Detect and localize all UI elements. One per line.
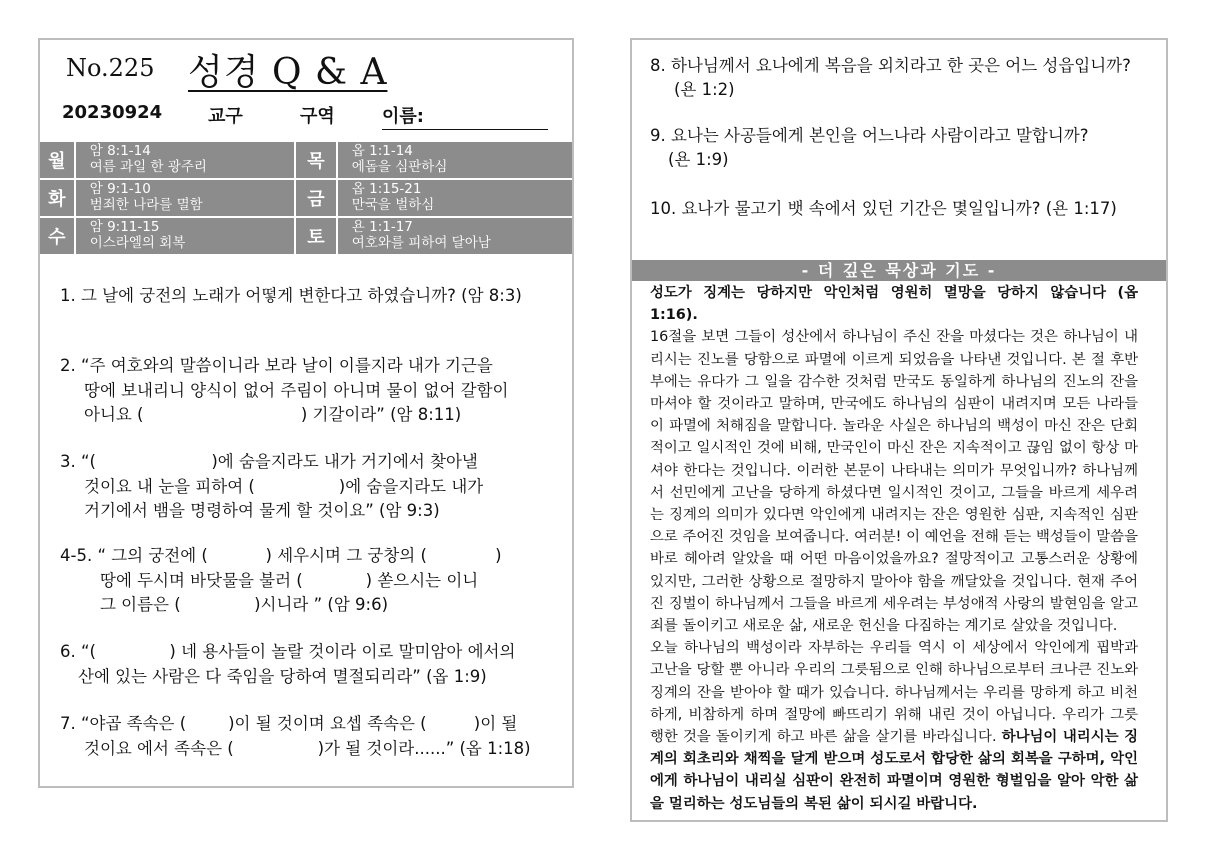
schedule-day: 목 [296,142,338,178]
schedule-reading [338,142,572,178]
schedule-title: 여름 과일 한 광주리 [89,159,207,175]
name-field[interactable]: 이름: [382,102,548,130]
schedule-row [40,140,572,178]
question-line: 2. “주 여호와의 말씀이니라 보라 날이 이를지라 내가 기근을 [60,356,493,375]
meditation-body-2: 오늘 하나님의 백성이라 자부하는 우리들 역시 이 세상에서 악인에게 핍박과 고난을 당할 뿐 아니라 우리의 그릇됨으로 인해 하나님으로부터 크나큰 진노와 징계의 잔을 받아야 할 때가 있습니다. 하나님께서는 우리를 망하게 하고 비천하게, 비참하게 하며 절망에 빠뜨리기 위해 내린 것이 아닙니다. 우리가 그릇 행한 것을 돌이키게 하고 바른 삶을 살기를 바라십니다. [650,640,1138,746]
question-line: 7. “야곱 족속은 ( )이 될 것이며 요셉 족속은 ( )이 될 [60,714,518,733]
schedule-ref: 옵 1:1-14 [351,143,413,159]
schedule-day: 월 [40,142,76,178]
question-6 [60,640,515,689]
answer-meditation-panel [630,38,1168,822]
question-2 [60,354,509,428]
meditation-closing: 하나님이 내리시는 징계의 회초리와 채찍을 달게 받으며 성도로서 합당한 삶의 회복을 구하며, 악인에게 하나님이 내리실 심판이 완전히 파멸이며 영원한 형벌임을 알아 악한 삶을 멀리하는 성도님들의 복된 삶이 되시길 바랍니다. [650,729,1139,812]
schedule-day: 수 [40,218,76,254]
schedule-reading [338,180,572,216]
schedule-day: 토 [296,218,338,254]
question-line: (욘 1:2) [674,80,735,99]
meditation-lead: 성도가 징계는 당하지만 악인처럼 영원히 멸망을 당하지 않습니다 (옵 1:16). [650,285,1138,324]
schedule-ref: 욘 1:1-17 [351,219,413,235]
schedule-ref: 암 9:11-15 [89,219,160,235]
question-line: (욘 1:9) [668,150,729,169]
question-line: 6. “( ) 네 용사들이 놀랄 것이라 이로 말미암아 에서의 [60,642,516,661]
district-label: 교구 [208,106,243,127]
meditation-heading: - 더 깊은 묵상과 기도 - [632,260,1166,281]
meditation-body-1: 16절을 보면 그들이 성산에서 하나님이 주신 잔을 마셨다는 것은 하나님이 내리시는 진노를 당함으로 파멸에 이르게 되었음을 나타낸 것입니다. 본 절 후반부에는 유다가 그 일을 감수한 것처럼 만국도 동일하게 하나님의 진노의 잔을 마셔야 할 것이라고 말하며, 만국에도 하나님의 심판이 내려지며 모든 나라들이 파멸에 처해짐을 말합니다. 놀라운 사실은 하나님의 백성이 마신 잔은 단회적이고 일시적인 것에 비해, 만국인이 마신 잔은 지속적이고 끊임 없이 항상 마셔야 한다는 것입니다. 이러한 본문이 나타내는 의미가 무엇입니까? 하나님께서 선민에게 고난을 당하게 하셨다면 일시적인 것이고, 그들을 바르게 세우려는 징계의 의미가 있다면 악인에게 내려지는 잔은 영원한 심판, 지속적인 심판으로 주어진 것임을 보여줍니다. 여러분! 이 예언을 전해 듣는 백성들이 말씀을 바로 헤아려 알았을 때 어떤 마음이었을까요? 절망적이고 고통스러운 상황에 있지만, 그러한 상황으로 절망하지 말아야 함을 깨달았을 것입니다. 현재 주어진 징벌이 하나님께서 그들을 바르게 세우려는 부성애적 사랑의 발현임을 알고 죄를 돌이키고 새로운 삶, 새로운 헌신을 다짐하는 계기로 살았을 것입니다. [650,329,1138,635]
schedule-title: 범죄한 나라를 멸함 [89,197,203,213]
page-title: 성경 Q & A [188,52,388,93]
question-line: 3. “( )에 숨을지라도 내가 거기에서 찾아낼 [60,452,478,471]
schedule-reading [76,142,296,178]
schedule-reading [338,218,572,254]
question-line: 거기에서 뱀을 명령하여 물게 할 것이요” (암 9:3) [84,501,440,520]
schedule-title: 만국을 벌하심 [351,197,435,213]
schedule-title: 에돔을 심판하심 [351,159,448,175]
schedule-ref: 옵 1:15-21 [351,181,422,197]
schedule-title: 이스라엘의 회복 [89,235,186,251]
schedule-day: 금 [296,180,338,216]
schedule-row [40,216,572,254]
question-line: 9. 요나는 사공들에게 본인을 어느나라 사람이라고 말합니까? [650,126,1089,145]
question-line: 그 이름은 ( )시니라 ” (암 9:6) [100,595,389,614]
schedule-title: 여호와를 피하여 달아남 [351,235,491,251]
date-label: 20230924 [62,102,163,123]
schedule-day: 화 [40,180,76,216]
section-label: 구역 [300,106,335,127]
schedule-reading [76,218,296,254]
schedule-ref: 암 8:1-14 [89,143,151,159]
schedule-ref: 암 9:1-10 [89,181,151,197]
question-line: 4-5. “ 그의 궁전에 ( ) 세우시며 그 궁창의 ( ) [60,546,502,565]
question-9 [650,124,1089,172]
question-line: 땅에 두시며 바닷물을 불러 ( ) 쏟으시는 이니 [100,570,479,590]
issue-number: No.225 [66,54,155,82]
question-3 [60,450,483,524]
question-line: 8. 하나님께서 요나에게 복음을 외치라고 한 곳은 어느 성읍입니까? [650,56,1131,75]
question-10: 10. 요나가 물고기 뱃 속에서 있던 기간은 몇일입니까? (욘 1:17) [650,199,1117,218]
question-1: 1. 그 날에 궁전의 노래가 어떻게 변한다고 하였습니까? (암 8:3) [60,286,522,305]
question-8 [650,54,1131,102]
meditation-text [650,282,1138,815]
schedule-reading [76,180,296,216]
question-line: 아니요 ( ) 기갈이라” (암 8:11) [84,405,462,424]
question-line: 산에 있는 사람은 다 죽임을 당하여 멸절되리라” (옵 1:9) [78,666,487,686]
question-sheet-panel [38,38,574,788]
question-7 [60,712,531,761]
question-line: 땅에 보내리니 양식이 없어 주림이 아니며 물이 없어 갈함이 [84,380,509,400]
schedule-row [40,178,572,216]
question-4-5 [60,544,502,618]
question-line: 것이요 에서 족속은 ( )가 될 것이라......” (옵 1:18) [84,738,531,758]
question-line: 것이요 내 눈을 피하여 ( )에 숨을지라도 내가 [84,476,484,496]
reading-schedule [40,140,572,254]
